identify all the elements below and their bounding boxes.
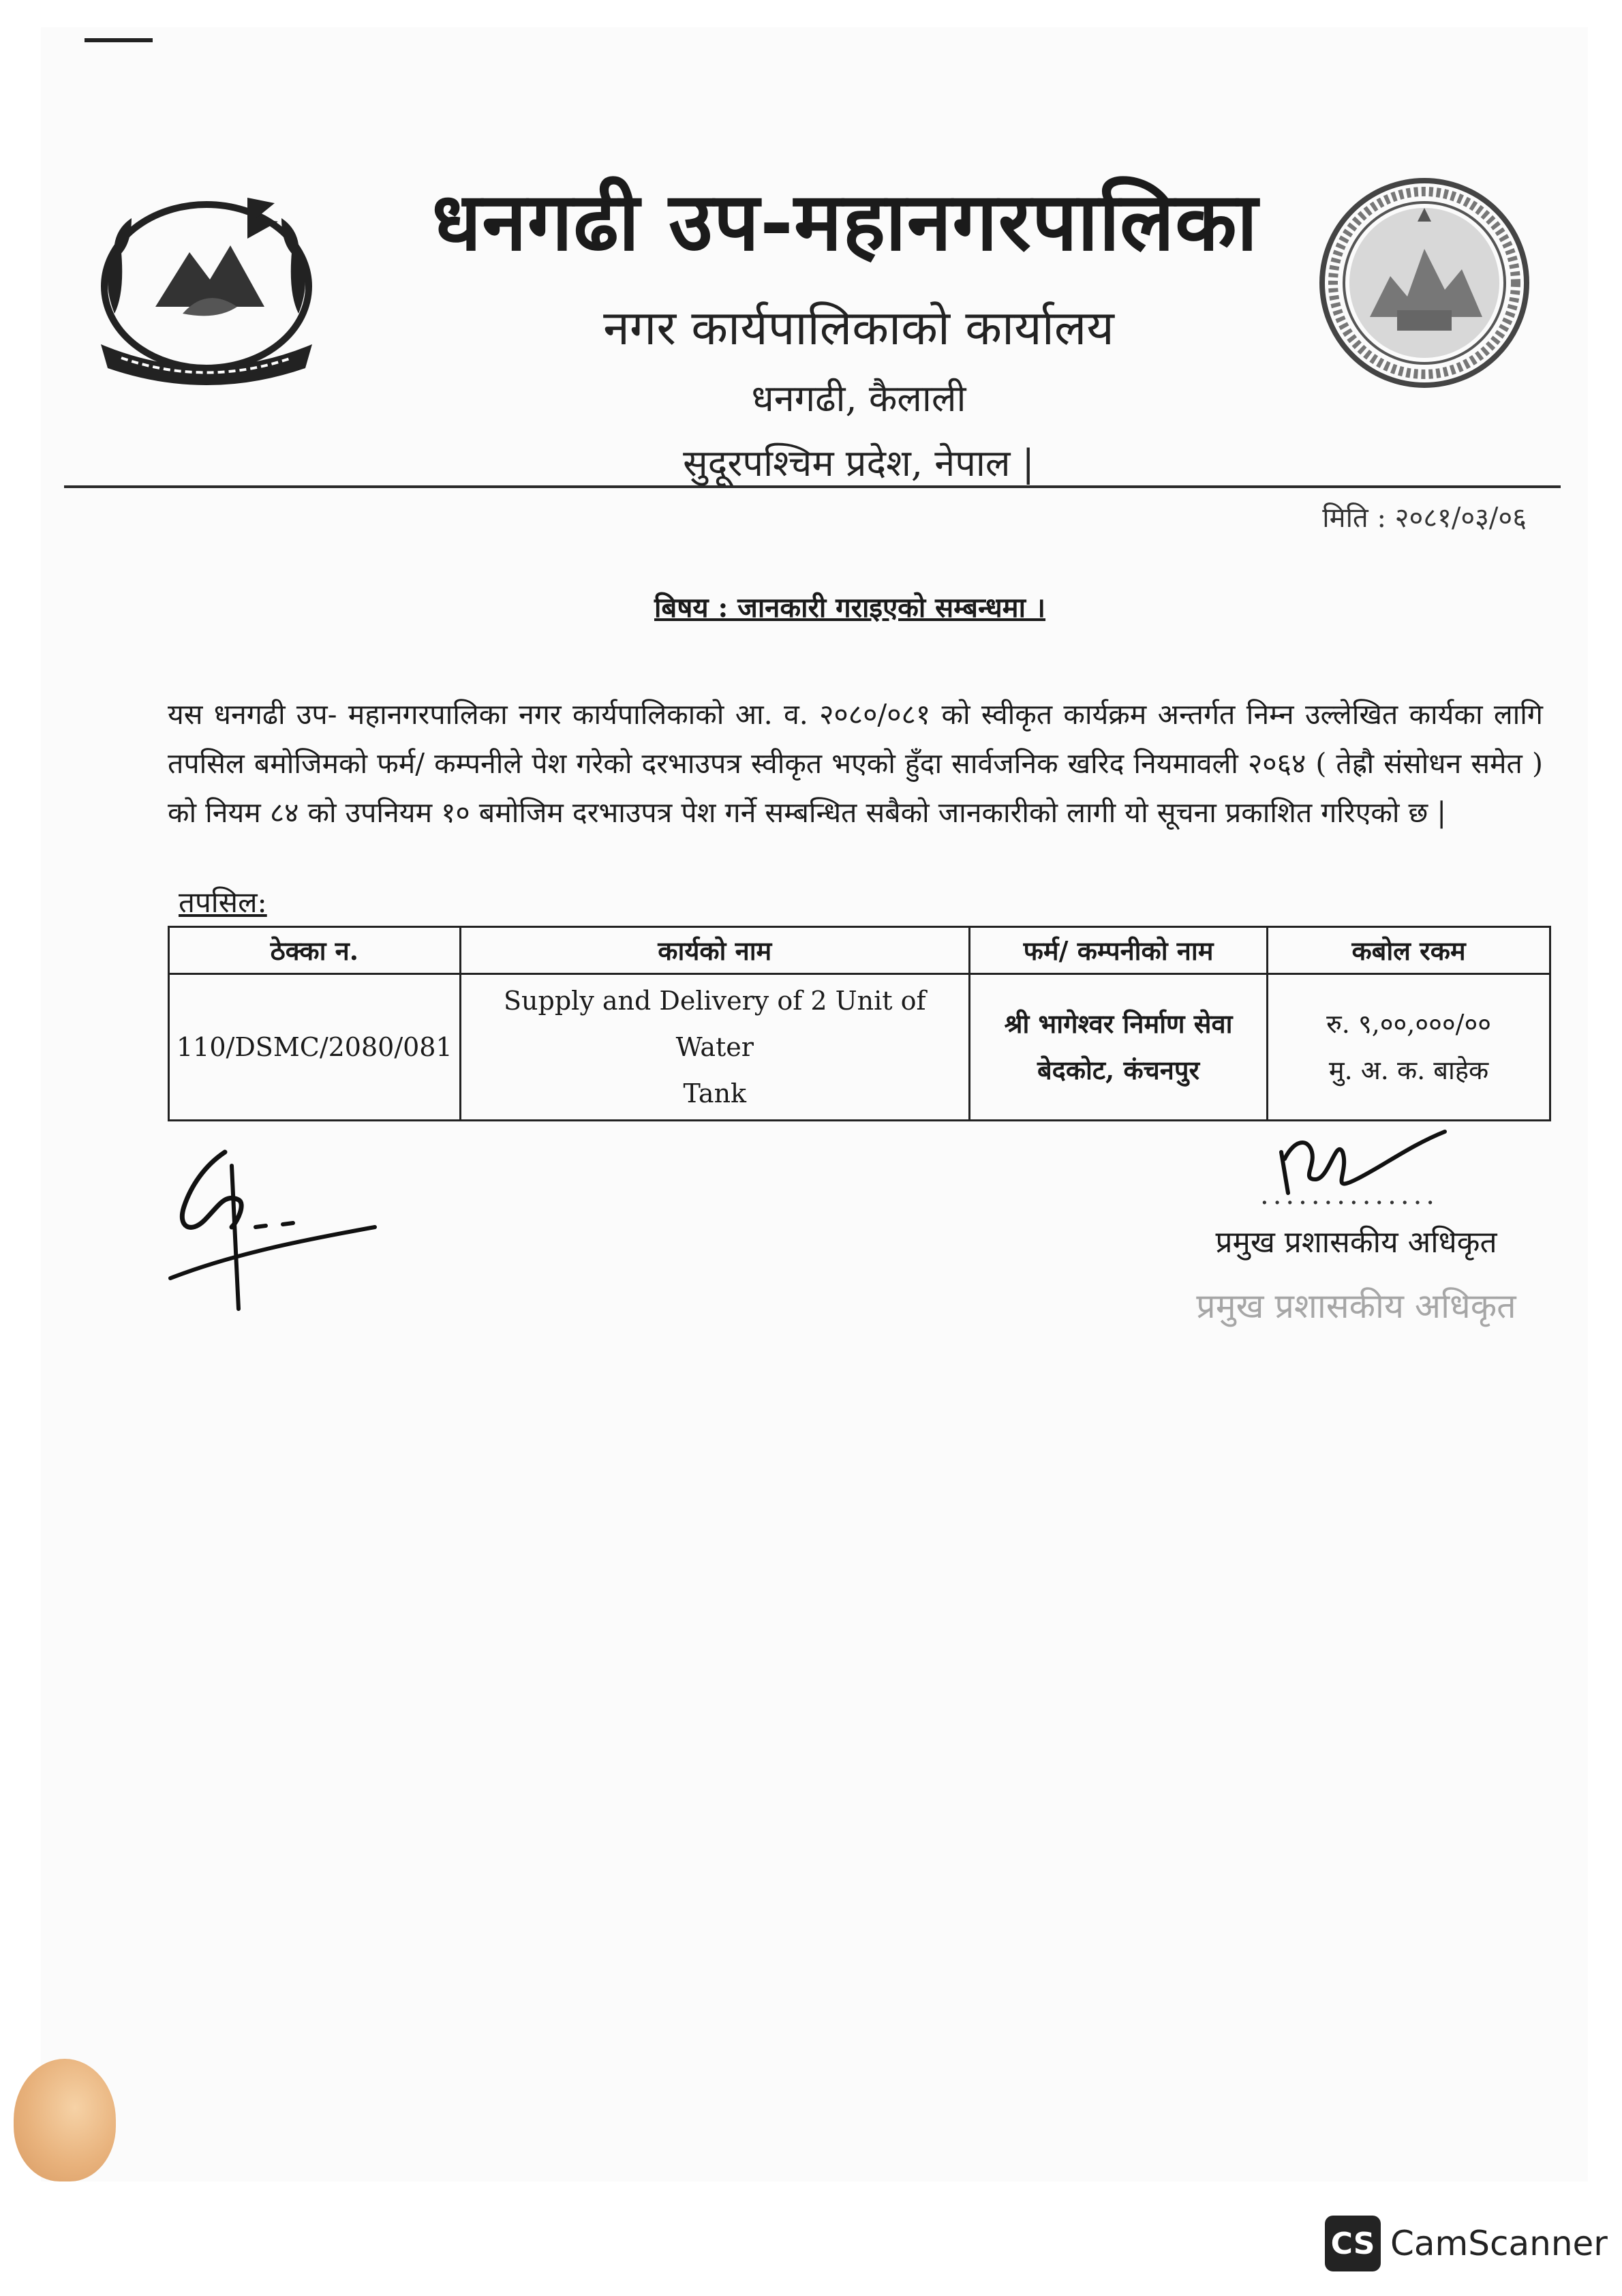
header-bid-amount: कबोल रकम [1268,927,1550,974]
letter-body: यस धनगढी उप- महानगरपालिका नगर कार्यपालिकाको आ. व. २०८०/०८१ को स्वीकृत कार्यक्रम अन्तर्गत निम्न उल्लेखित कार्यका लागि तपसिल बमोजिमको फर्म/ कम्पनीले पेश गरेको दरभाउपत्र स्वीकृत भएको हुँदा सार्वजनिक खरिद नियमावली २०६४ ( तेह्रौ संसोधन समेत ) को नियम ८४ को उपनियम १० बमोजिम दरभाउपत्र पेश गर्ने सम्बन्धित सबैको जानकारीको लागी यो सूचना प्रकाशित गरिएको छ | [168,698,1543,829]
letter-date: मिति : २०८१/०३/०६ [1322,502,1527,534]
header-firm-name: फर्म/ कम्पनीको नाम [969,927,1267,974]
firm-name-line2: बेदकोट, कंचनपुर [1037,1055,1200,1085]
details-label: तपसिल: [179,886,267,919]
award-table [168,926,1551,1121]
amount-line1: रु. ९,००,०००/०० [1326,1009,1491,1039]
cell-firm-name [969,974,1267,1121]
firm-name-line1: श्री भागेश्वर निर्माण सेवा [1004,1008,1233,1039]
finger-edge [14,2059,116,2181]
letter-subject: बिषय : जानकारी गराइएको सम्बन्धमा । [654,592,1046,624]
left-signature [164,1138,388,1323]
cell-contract-no: 110/DSMC/2080/081 [169,974,461,1121]
table-row [169,974,1550,1121]
office-province: सुदूरपश्चिम प्रदेश, नेपाल | [683,442,1035,485]
header-divider [64,485,1561,488]
header-work-name: कार्यको नाम [460,927,969,974]
signatory-title: प्रमुख प्रशासकीय अधिकृत [1215,1225,1497,1260]
municipality-seal-icon [1315,174,1533,392]
work-name-line2: Tank [683,1078,747,1108]
municipality-title: धनगढी उप-महानगरपालिका [431,174,1259,269]
amount-line2: मु. अ. क. बाहेक [1328,1055,1489,1085]
camscanner-text: CamScanner [1390,2224,1608,2263]
cell-bid-amount [1268,974,1550,1121]
office-place: धनगढी, कैलाली [751,377,966,420]
header-contract-no: ठेक्का न. [169,927,461,974]
signatory-stamp: प्रमुख प्रशासकीय अधिकृत [1196,1286,1516,1326]
camscanner-watermark [1325,2216,1608,2271]
work-name-line1: Supply and Delivery of 2 Unit of Water [504,986,926,1062]
nepal-emblem-icon [74,170,339,395]
camscanner-logo-icon: CS [1325,2216,1381,2271]
corner-mark [85,38,153,42]
signature-dots: .............. [1259,1179,1439,1211]
table-header-row [169,927,1550,974]
office-name: नगर कार्यपालिकाको कार्यालय [603,300,1114,356]
cell-work-name [460,974,969,1121]
